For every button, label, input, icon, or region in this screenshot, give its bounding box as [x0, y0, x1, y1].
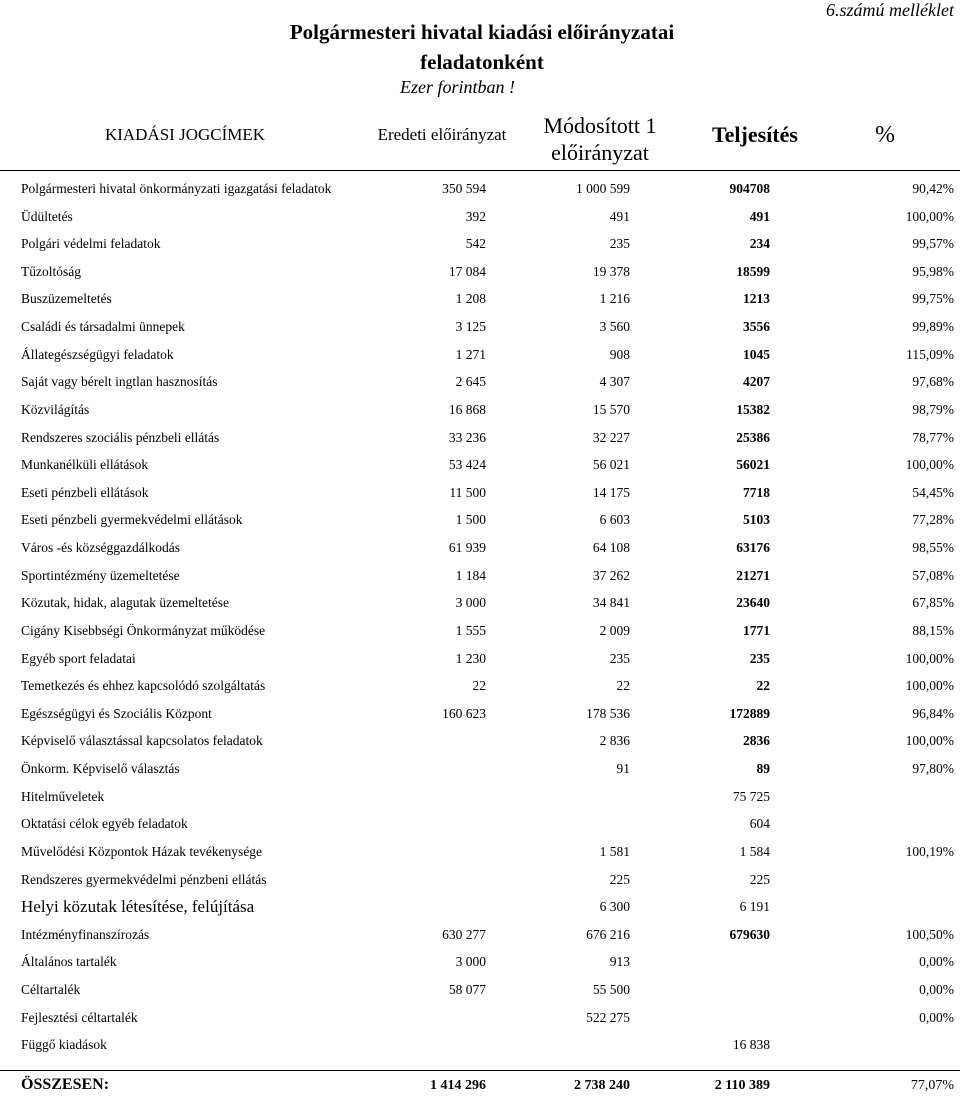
table-row	[0, 618, 960, 644]
cell-percent: 96,84%	[912, 705, 954, 721]
cell-actual: 5103	[743, 512, 770, 528]
column-header-modified: Módosított 1 előirányzat	[543, 113, 657, 165]
cell-actual: 23640	[736, 595, 770, 611]
cell-name: Rendszeres szociális pénzbeli ellátás	[21, 429, 220, 445]
cell-actual: 234	[749, 236, 770, 252]
table-row	[0, 314, 960, 340]
cell-percent: 78,77%	[912, 429, 954, 445]
cell-modified: 4 307	[599, 374, 630, 390]
table-row	[0, 452, 960, 478]
cell-percent: 98,55%	[912, 540, 954, 556]
table-row	[0, 784, 960, 810]
cell-original: 392	[465, 208, 486, 224]
table-row	[0, 1032, 960, 1058]
cell-percent: 88,15%	[912, 622, 954, 638]
table-row	[0, 507, 960, 533]
cell-percent: 97,68%	[912, 374, 954, 390]
cell-name: Tűzoltóság	[21, 263, 81, 279]
cell-original: 61 939	[448, 540, 486, 556]
cell-actual: 604	[749, 816, 770, 832]
cell-modified: 3 560	[599, 319, 630, 335]
cell-modified: 6 603	[599, 512, 630, 528]
cell-original: 1 208	[455, 291, 486, 307]
cell-actual: 679630	[729, 926, 770, 942]
table-row	[0, 922, 960, 948]
cell-actual: 89	[756, 761, 770, 777]
cell-percent: 100,19%	[905, 843, 954, 859]
cell-original: 22	[472, 678, 486, 694]
cell-name: Polgári védelmi feladatok	[21, 236, 161, 252]
cell-original: 53 424	[448, 457, 486, 473]
cell-modified: 908	[609, 346, 630, 362]
cell-name: Céltartalék	[21, 981, 81, 997]
cell-percent: 100,50%	[905, 926, 954, 942]
cell-name: Rendszeres gyermekvédelmi pénzbeni ellátás	[21, 871, 267, 887]
cell-name: Közutak, hidak, alagutak üzemeltetése	[21, 595, 230, 611]
cell-name: Függő kiadások	[21, 1037, 107, 1053]
cell-modified: 178 536	[586, 705, 630, 721]
cell-percent: 100,00%	[905, 733, 954, 749]
column-header-percent: %	[875, 121, 895, 148]
cell-actual: 25386	[736, 429, 770, 445]
table-row	[0, 894, 960, 920]
cell-percent: 54,45%	[912, 484, 954, 500]
header-divider	[0, 170, 960, 171]
cell-percent: 95,98%	[912, 263, 954, 279]
cell-original: 3 125	[455, 319, 486, 335]
cell-actual: 18599	[736, 263, 770, 279]
cell-modified: 37 262	[592, 567, 630, 583]
table-row	[0, 811, 960, 837]
cell-percent: 90,42%	[912, 181, 954, 196]
cell-percent: 99,57%	[912, 236, 954, 252]
cell-actual: 172889	[729, 705, 770, 721]
cell-name: Közvilágítás	[21, 401, 90, 417]
cell-modified: 2 009	[599, 622, 630, 638]
table-row	[0, 176, 960, 202]
cell-name: Egészségügyi és Szociális Központ	[21, 705, 212, 721]
cell-percent: 99,89%	[912, 319, 954, 335]
cell-modified: 2 836	[599, 733, 630, 749]
cell-percent: 0,00%	[919, 954, 954, 970]
cell-name: Egyéb sport feladatai	[21, 650, 136, 666]
cell-actual: 56021	[736, 457, 770, 473]
cell-percent: 100,00%	[905, 208, 954, 224]
cell-name: Munkanélküli ellátások	[21, 457, 149, 473]
table-row	[0, 673, 960, 699]
cell-actual: 1771	[743, 622, 770, 638]
cell-percent: 77,28%	[912, 512, 954, 528]
cell-original: 16 868	[448, 401, 486, 417]
cell-actual: 1213	[743, 291, 770, 307]
cell-actual: 904708	[729, 181, 770, 196]
table-row	[0, 369, 960, 395]
table-row	[0, 259, 960, 285]
cell-name: Cigány Kisebbségi Önkormányzat működése	[21, 622, 266, 638]
cell-percent: 99,75%	[912, 291, 954, 307]
total-divider	[0, 1070, 960, 1071]
cell-name: Temetkezés és ehhez kapcsolódó szolgáltatás	[21, 678, 266, 694]
cell-percent: 97,80%	[912, 761, 954, 777]
cell-name: Város -és községgazdálkodás	[21, 540, 180, 556]
cell-actual: 2836	[743, 733, 770, 749]
cell-name: Önkorm. Képviselő választás	[21, 761, 180, 777]
cell-actual: 16 838	[732, 1037, 770, 1053]
cell-original: 3 000	[455, 595, 486, 611]
cell-name: Sportintézmény üzemeltetése	[21, 567, 180, 583]
table-row	[0, 867, 960, 893]
cell-original: 1 500	[455, 512, 486, 528]
cell-percent: 67,85%	[912, 595, 954, 611]
cell-name: Buszüzemeltetés	[21, 291, 112, 307]
table-row	[0, 646, 960, 672]
table-row	[0, 425, 960, 451]
cell-actual: 7718	[743, 484, 770, 500]
column-header-actual: Teljesítés	[712, 122, 798, 147]
total-modified: 2 738 240	[574, 1078, 630, 1093]
cell-original: 58 077	[448, 981, 486, 997]
cell-actual: 3556	[743, 319, 770, 335]
cell-original: 3 000	[455, 954, 486, 970]
cell-original: 630 277	[442, 926, 486, 942]
cell-percent: 98,79%	[912, 401, 954, 417]
cell-name: Helyi közutak létesítése, felújítása	[21, 897, 255, 917]
cell-name: Eseti pénzbeli gyermekvédelmi ellátások	[21, 512, 243, 528]
cell-original: 542	[465, 236, 486, 252]
table-row	[0, 839, 960, 865]
cell-name: Képviselő választással kapcsolatos feladatok	[21, 733, 263, 749]
cell-original: 1 555	[455, 622, 486, 638]
cell-actual: 6 191	[739, 899, 770, 915]
column-header-name: KIADÁSI JOGCÍMEK	[104, 125, 266, 144]
table-row	[0, 728, 960, 754]
table-row	[0, 1005, 960, 1031]
cell-modified: 19 378	[592, 263, 630, 279]
total-percent: 77,07%	[910, 1078, 954, 1093]
table-row	[0, 977, 960, 1003]
cell-modified: 55 500	[592, 981, 630, 997]
total-original: 1 414 296	[430, 1078, 486, 1093]
cell-modified: 14 175	[592, 484, 630, 500]
table-row	[0, 701, 960, 727]
cell-actual: 1 584	[739, 843, 770, 859]
cell-actual: 4207	[743, 374, 770, 390]
cell-name: Oktatási célok egyéb feladatok	[21, 816, 188, 832]
cell-modified: 22	[616, 678, 630, 694]
table-row	[0, 342, 960, 368]
cell-percent: 0,00%	[919, 981, 954, 997]
table-row	[0, 535, 960, 561]
cell-percent: 100,00%	[905, 678, 954, 694]
cell-name: Eseti pénzbeli ellátások	[21, 484, 149, 500]
cell-actual: 15382	[736, 401, 770, 417]
cell-percent: 100,00%	[905, 650, 954, 666]
table-row	[0, 590, 960, 616]
cell-name: Állategészségügyi feladatok	[21, 346, 174, 362]
total-row	[0, 1072, 960, 1101]
cell-name: Általános tartalék	[21, 954, 117, 970]
cell-name: Üdültetés	[21, 208, 73, 224]
cell-original: 33 236	[448, 429, 486, 445]
page-title: Polgármesteri hivatal kiadási előirányzatai	[289, 20, 675, 44]
cell-modified: 32 227	[592, 429, 630, 445]
cell-name: Hitelműveletek	[21, 788, 105, 804]
cell-modified: 491	[609, 208, 630, 224]
cell-name: Családi és társadalmi ünnepek	[21, 319, 185, 335]
table-row	[0, 286, 960, 312]
cell-modified: 235	[609, 650, 630, 666]
total-actual: 2 110 389	[714, 1078, 770, 1093]
cell-original: 160 623	[442, 705, 486, 721]
cell-modified: 56 021	[592, 457, 630, 473]
appendix-reference: 6.számú melléklet	[826, 0, 954, 20]
cell-actual: 491	[749, 208, 770, 224]
cell-original: 2 645	[455, 374, 486, 390]
cell-actual: 22	[756, 678, 770, 694]
cell-actual: 1045	[743, 346, 770, 362]
cell-original: 11 500	[449, 484, 486, 500]
cell-original: 1 230	[455, 650, 486, 666]
cell-name: Polgármesteri hivatal önkormányzati igazgatási feladatok	[21, 181, 332, 196]
cell-percent: 115,09%	[906, 346, 954, 362]
cell-actual: 75 725	[732, 788, 770, 804]
cell-actual: 235	[749, 650, 770, 666]
cell-original: 17 084	[448, 263, 486, 279]
cell-percent: 57,08%	[912, 567, 954, 583]
cell-modified: 34 841	[592, 595, 630, 611]
cell-modified: 6 300	[599, 899, 630, 915]
cell-modified: 235	[609, 236, 630, 252]
cell-percent: 100,00%	[905, 457, 954, 473]
table-row	[0, 949, 960, 975]
cell-modified: 522 275	[586, 1009, 630, 1025]
cell-modified: 15 570	[592, 401, 630, 417]
table-row	[0, 480, 960, 506]
cell-modified: 1 216	[599, 291, 630, 307]
cell-modified: 913	[609, 954, 630, 970]
cell-actual: 225	[749, 871, 770, 887]
column-header-original: Eredeti előirányzat	[377, 125, 507, 144]
cell-modified: 225	[609, 871, 630, 887]
cell-name: Intézményfinanszírozás	[21, 926, 150, 942]
cell-name: Fejlesztési céltartalék	[21, 1009, 138, 1025]
cell-original: 350 594	[442, 181, 486, 196]
table-row	[0, 231, 960, 257]
cell-modified: 1 581	[599, 843, 630, 859]
table-row	[0, 204, 960, 230]
cell-modified: 676 216	[586, 926, 630, 942]
cell-actual: 63176	[736, 540, 770, 556]
table-row	[0, 563, 960, 589]
cell-original: 1 271	[455, 346, 486, 362]
cell-name: Saját vagy bérelt ingtlan hasznosítás	[21, 374, 218, 390]
cell-name: Művelődési Központok Házak tevékenysége	[21, 843, 263, 859]
table-row	[0, 397, 960, 423]
cell-modified: 64 108	[592, 540, 630, 556]
table-row	[0, 756, 960, 782]
unit-note: Ezer forintban !	[400, 77, 515, 97]
total-label: ÖSSZESEN:	[21, 1076, 110, 1093]
cell-modified: 1 000 599	[576, 181, 630, 196]
page-title-line2: feladatonként	[420, 50, 544, 74]
cell-original: 1 184	[455, 567, 486, 583]
cell-actual: 21271	[736, 567, 770, 583]
cell-modified: 91	[616, 761, 630, 777]
cell-percent: 0,00%	[919, 1009, 954, 1025]
